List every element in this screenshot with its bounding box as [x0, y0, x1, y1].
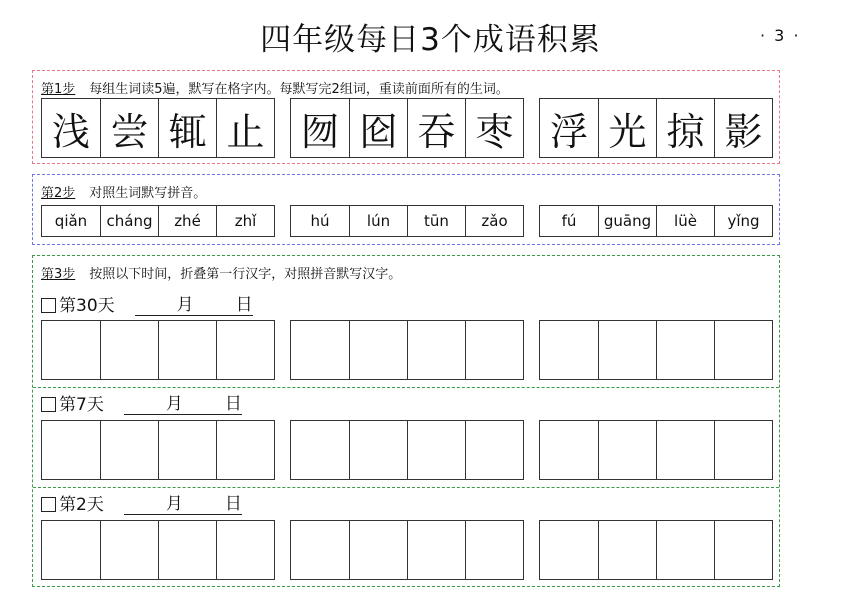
checkbox[interactable]: [41, 298, 56, 313]
writing-group: [41, 520, 275, 580]
writing-cell[interactable]: [714, 421, 772, 479]
month-label: 月: [166, 489, 183, 515]
step1-section: [32, 70, 780, 164]
date-label: 日: [236, 290, 253, 316]
hanzi-cell: 浮: [549, 109, 588, 154]
writing-cell[interactable]: [349, 421, 407, 479]
writing-cell[interactable]: [100, 321, 158, 379]
review-day-row: [41, 290, 253, 316]
step2-header: [41, 182, 206, 201]
pinyin-group-2: [290, 205, 524, 237]
writing-cell[interactable]: [714, 321, 772, 379]
pinyin-cell: cháng: [100, 206, 158, 236]
step2-instruction: 对照生词默写拼音。: [89, 186, 207, 201]
date-blank[interactable]: [183, 496, 225, 515]
writing-cell[interactable]: [349, 521, 407, 579]
review-day-row: [41, 389, 242, 415]
writing-cell[interactable]: [598, 521, 656, 579]
writing-cell[interactable]: [656, 321, 714, 379]
writing-cell[interactable]: [158, 421, 216, 479]
review-day-row: [41, 489, 242, 515]
writing-cell[interactable]: [158, 521, 216, 579]
writing-cell[interactable]: [291, 421, 349, 479]
step1-label: 第1步: [41, 82, 76, 97]
checkbox[interactable]: [41, 497, 56, 512]
writing-cell[interactable]: [598, 321, 656, 379]
hanzi-cell: 枣: [465, 99, 523, 157]
pinyin-cell: yǐng: [714, 206, 772, 236]
hanzi-cell: 浅: [51, 109, 90, 154]
step3-label: 第3步: [41, 267, 76, 282]
hanzi-cell: 囫: [300, 109, 339, 154]
month-label: 月: [166, 389, 183, 415]
writing-group: [41, 320, 275, 380]
checkbox[interactable]: [41, 397, 56, 412]
hanzi-group-2: [290, 98, 524, 158]
hanzi-cell: 尝: [100, 99, 158, 157]
writing-cell[interactable]: [465, 521, 523, 579]
writing-cell[interactable]: [158, 321, 216, 379]
hanzi-cell: 止: [216, 99, 274, 157]
pinyin-cell: lüè: [656, 206, 714, 236]
day-label: 第2天: [59, 495, 104, 515]
pinyin-cell: tūn: [407, 206, 465, 236]
writing-cell[interactable]: [42, 321, 100, 379]
pinyin-cell: qiǎn: [54, 212, 88, 230]
hanzi-cell: 辄: [158, 99, 216, 157]
date-blank[interactable]: [194, 297, 236, 316]
writing-cell[interactable]: [656, 521, 714, 579]
writing-cell[interactable]: [291, 521, 349, 579]
step3-section: [32, 255, 780, 587]
writing-group: [290, 320, 524, 380]
pinyin-cell: zhǐ: [216, 206, 274, 236]
pinyin-cell: zǎo: [465, 206, 523, 236]
writing-cell[interactable]: [291, 321, 349, 379]
hanzi-cell: 掠: [656, 99, 714, 157]
hanzi-group-1: [41, 98, 275, 158]
day-label: 第7天: [59, 395, 104, 415]
writing-cell[interactable]: [465, 421, 523, 479]
writing-cell[interactable]: [216, 321, 274, 379]
step2-section: [32, 174, 780, 245]
writing-group: [539, 520, 773, 580]
month-label: 月: [177, 290, 194, 316]
pinyin-cell: lún: [349, 206, 407, 236]
writing-cell[interactable]: [42, 421, 100, 479]
hanzi-group-3: [539, 98, 773, 158]
pinyin-group-1: [41, 205, 275, 237]
pinyin-cell: hú: [310, 212, 330, 230]
writing-cell[interactable]: [714, 521, 772, 579]
pinyin-cell: fú: [561, 212, 577, 230]
writing-cell[interactable]: [656, 421, 714, 479]
writing-cell[interactable]: [216, 421, 274, 479]
writing-cell[interactable]: [100, 421, 158, 479]
row-divider: [33, 487, 779, 488]
page-title: 四年级每日3个成语积累: [260, 22, 601, 58]
hanzi-cell: 吞: [407, 99, 465, 157]
date-label: 日: [225, 489, 242, 515]
step3-instruction: 按照以下时间，折叠第一行汉字，对照拼音默写汉字。: [89, 267, 402, 282]
writing-cell[interactable]: [349, 321, 407, 379]
pinyin-group-3: [539, 205, 773, 237]
page-number: · 3 ·: [760, 26, 801, 45]
writing-cell[interactable]: [42, 521, 100, 579]
pinyin-cell: guāng: [598, 206, 656, 236]
writing-group: [41, 420, 275, 480]
writing-cell[interactable]: [540, 321, 598, 379]
date-blank[interactable]: [183, 396, 225, 415]
hanzi-cell: 影: [714, 99, 772, 157]
writing-cell[interactable]: [407, 421, 465, 479]
writing-group: [290, 420, 524, 480]
step3-header: [41, 263, 401, 282]
step2-label: 第2步: [41, 186, 76, 201]
writing-cell[interactable]: [100, 521, 158, 579]
month-blank[interactable]: [135, 297, 177, 316]
writing-cell[interactable]: [540, 521, 598, 579]
step1-header: [41, 78, 509, 97]
writing-cell[interactable]: [216, 521, 274, 579]
hanzi-cell: 囵: [349, 99, 407, 157]
writing-cell[interactable]: [465, 321, 523, 379]
month-blank[interactable]: [124, 496, 166, 515]
writing-group: [539, 420, 773, 480]
writing-cell[interactable]: [540, 421, 598, 479]
day-label: 第30天: [59, 296, 115, 316]
writing-cell[interactable]: [407, 521, 465, 579]
writing-group: [539, 320, 773, 380]
pinyin-cell: zhé: [158, 206, 216, 236]
month-blank[interactable]: [124, 396, 166, 415]
hanzi-cell: 光: [598, 99, 656, 157]
writing-group: [290, 520, 524, 580]
writing-cell[interactable]: [407, 321, 465, 379]
step1-instruction: 每组生词读5遍，默写在格字内。每默写完2组词，重读前面所有的生词。: [89, 82, 509, 97]
row-divider: [33, 387, 779, 388]
date-label: 日: [225, 389, 242, 415]
writing-cell[interactable]: [598, 421, 656, 479]
